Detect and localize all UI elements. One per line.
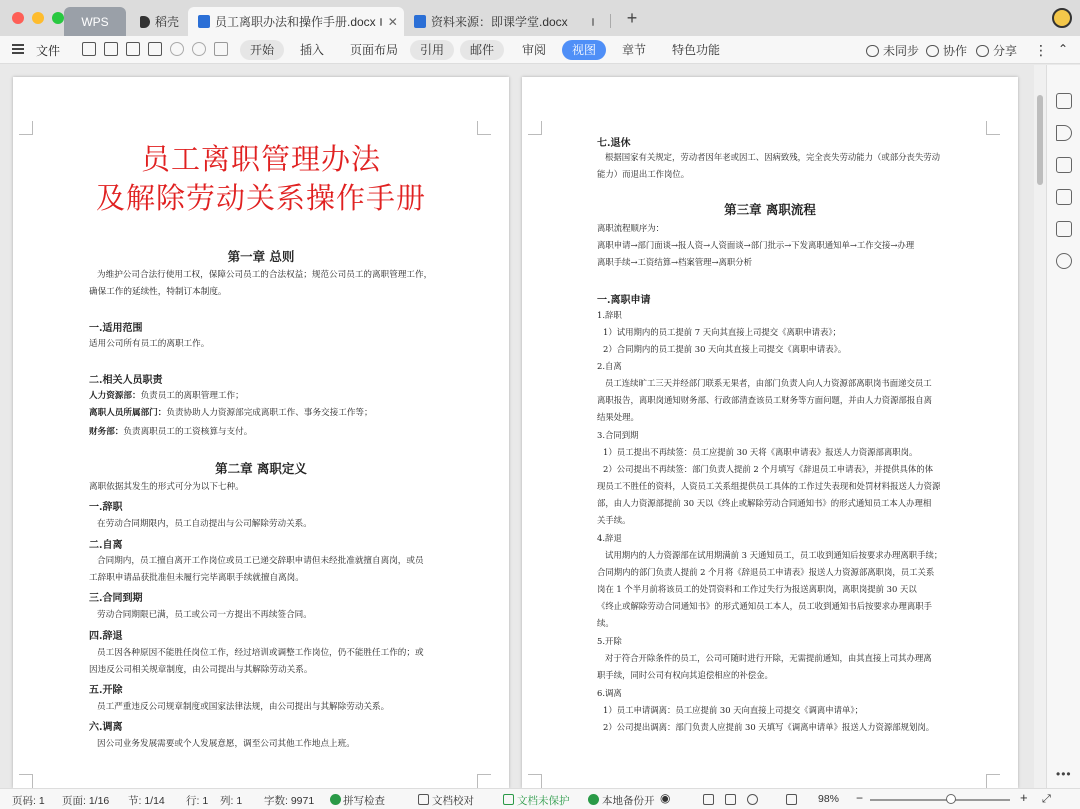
paragraph: 离职依据其发生的形式可分为以下七种。 xyxy=(89,482,244,492)
list-item: 1）员工申请调离：员工应提前 30 天向直接上司提交《调离申请单》； xyxy=(603,705,863,715)
margin-marker xyxy=(528,121,542,135)
new-tab-plus-icon[interactable]: + xyxy=(626,8,638,28)
undo-icon[interactable] xyxy=(170,42,184,56)
proofread-button[interactable]: 文档校对 xyxy=(432,795,474,807)
margin-marker xyxy=(477,774,491,788)
paragraph: 在劳动合同期限内，员工自动提出与公司解除劳动关系。 xyxy=(97,519,312,529)
zoom-slider-knob[interactable] xyxy=(946,794,956,804)
history-icon[interactable] xyxy=(1056,253,1072,269)
role-line xyxy=(89,388,449,405)
list-item: 2）合同期内的员工提前 30 天向其直接上司提交《离职申请表》。 xyxy=(603,344,847,354)
share-icon xyxy=(976,45,989,57)
page-view-icon[interactable] xyxy=(703,794,714,805)
zoom-slider[interactable] xyxy=(870,799,1010,801)
list-item: 3.合同到期 xyxy=(597,430,639,440)
list-item: 1.辞职 xyxy=(597,310,622,320)
document-page-1 xyxy=(13,77,509,788)
image-icon[interactable] xyxy=(1056,189,1072,205)
translate-icon[interactable] xyxy=(1056,221,1072,237)
paragraph: 离职流程顺序为： xyxy=(597,223,664,233)
cloud-icon xyxy=(866,45,879,57)
word-count[interactable]: 字数: 9971 xyxy=(264,795,315,807)
paragraph: 员工因各种原因不能胜任岗位工作，经过培训或调整工作岗位，仍不能胜任工作的；或 xyxy=(97,648,424,658)
close-window-button[interactable] xyxy=(12,12,24,24)
tab-active-document[interactable] xyxy=(188,7,404,36)
fullscreen-icon[interactable]: ⤢ xyxy=(1042,793,1051,805)
list-item: 离职报告，离职岗通知财务部、行政部清查该员工财务等方面问题，并由人力资源部报自离 xyxy=(597,395,932,405)
list-item: 现员工不胜任的资料，人资员工关系组提供员工具体的工作过失表现和处罚材料报送人力资源 xyxy=(597,481,941,491)
paragraph: 根据国家有关规定，劳动者因年老或因工、因病致残，完全丧失劳动能力（或部分丧失劳动 xyxy=(605,152,940,162)
role-line xyxy=(89,424,449,441)
type-heading: 二.自离 xyxy=(89,540,123,551)
list-item: 4.辞退 xyxy=(597,533,622,543)
vertical-scrollbar[interactable] xyxy=(1034,65,1046,788)
document-protection-status[interactable]: 文档未保护 xyxy=(517,795,570,807)
section-heading: 二.相关人员职责 xyxy=(89,375,163,386)
person-icon xyxy=(926,45,939,57)
monitor-icon xyxy=(592,18,594,26)
backup-icon xyxy=(588,794,599,805)
list-item: 关手续。 xyxy=(597,515,631,525)
close-tab-icon[interactable]: ✕ xyxy=(387,14,398,29)
window-controls xyxy=(12,12,64,24)
section-heading: 七.退休 xyxy=(597,138,631,149)
menu-home[interactable]: 开始 xyxy=(240,40,284,60)
list-item: 2.自离 xyxy=(597,361,622,371)
local-backup-status[interactable]: 本地备份开 xyxy=(602,795,655,807)
paragraph: 确保工作的延续性，特制订本制度。 xyxy=(89,287,227,297)
list-item: 5.开除 xyxy=(597,636,622,646)
document-title-line-1: 员工离职管理办法 xyxy=(140,142,381,176)
zoom-in-icon[interactable]: + xyxy=(1020,790,1028,805)
margin-marker xyxy=(986,774,1000,788)
zoom-out-icon[interactable]: − xyxy=(856,791,864,805)
type-heading: 三.合同到期 xyxy=(89,593,143,604)
paragraph: 工辞职申请品获批准但未履行完毕离职手续就擅自离岗。 xyxy=(89,573,304,583)
settings-sliders-icon[interactable] xyxy=(1056,157,1072,173)
menu-section[interactable]: 章节 xyxy=(622,43,647,57)
row-indicator: 行: 1 xyxy=(186,795,209,807)
save-icon[interactable] xyxy=(82,42,96,56)
monitor-icon xyxy=(380,18,382,26)
more-options-icon[interactable]: ⋮ xyxy=(1034,42,1048,58)
tab-wps-home[interactable] xyxy=(64,7,126,36)
daoke-icon xyxy=(140,16,150,28)
scrollbar-thumb[interactable] xyxy=(1037,95,1043,185)
paragraph: 劳动合同期限已满，员工或公司一方提出不再续签合同。 xyxy=(97,610,312,620)
paragraph: 合同期内，员工擅自离开工作岗位或员工已递交辞职申请但未经批准就擅自离岗，或员 xyxy=(97,556,424,566)
paragraph: 因违反公司相关规章制度，由公司提出与其解除劳动关系。 xyxy=(89,665,313,675)
share-button[interactable] xyxy=(976,42,1017,59)
maximize-window-button[interactable] xyxy=(52,12,64,24)
list-item: 职手续，同时公司有权向其追偿相应的补偿金。 xyxy=(597,670,773,680)
paragraph: 因公司业务发展需要或个人发展意愿，调至公司其他工作地点上班。 xyxy=(97,739,355,749)
list-item: 员工连续旷工三天并经部门联系无果者，由部门负责人向人力资源部离职岗书面递交员工 xyxy=(605,378,932,388)
section-heading: 一.适用范围 xyxy=(89,323,143,334)
section-count[interactable]: 节: 1/14 xyxy=(128,795,165,807)
spell-check-icon xyxy=(330,794,341,805)
list-item: 部，由人力资源部提前 30 天以《终止或解除劳动合同通知书》的形式通知员工本人办理相 xyxy=(597,498,932,508)
proofread-icon xyxy=(418,794,429,805)
paragraph: 适用公司所有员工的离职工作。 xyxy=(89,339,210,349)
document-area xyxy=(0,65,1034,788)
list-item: 《终止或解除劳动合同通知书》的形式通知员工本人，员工收到通知书后按要求办理离职手 xyxy=(597,601,932,611)
margin-marker xyxy=(19,774,33,788)
sync-status-button[interactable] xyxy=(866,42,919,59)
list-item: 续。 xyxy=(597,618,614,628)
column-indicator: 列: 1 xyxy=(220,795,243,807)
list-item: 结果处理。 xyxy=(597,412,639,422)
status-bar xyxy=(0,788,1080,809)
type-heading: 四.辞退 xyxy=(89,631,123,642)
type-heading: 五.开除 xyxy=(89,685,123,696)
collab-label: 协作 xyxy=(943,44,968,58)
list-item: 合同期内的部门负责人提前 2 个月将《辞退员工申请表》报送人力资源部离职岗，员工关系 xyxy=(597,567,935,577)
quick-access-dropdown-icon[interactable] xyxy=(214,42,228,56)
paragraph: 能力）而退出工作岗位。 xyxy=(597,169,690,179)
sync-label: 未同步 xyxy=(883,44,920,58)
tab-bar xyxy=(0,0,1080,36)
list-item: 试用期内的人力资源部在试用期满前 3 天通知员工，员工收到通知后按要求办理离职手续； xyxy=(605,550,943,560)
export-icon[interactable] xyxy=(104,42,118,56)
collaborate-button[interactable] xyxy=(926,42,967,59)
eye-icon[interactable]: ◉ xyxy=(660,791,671,805)
share-label: 分享 xyxy=(993,44,1018,58)
list-item: 1）试用期内的员工提前 7 天向其直接上司提交《离职申请表》； xyxy=(603,327,841,337)
chapter-heading: 第一章 总则 xyxy=(227,249,295,264)
tab-label: WPS xyxy=(81,14,109,29)
tab-label: 员工离职办法和操作手册.docx xyxy=(215,15,376,29)
paragraph: 员工严重违反公司规章制度或国家法律法规，由公司提出与其解除劳动关系。 xyxy=(97,702,390,712)
role-text: 负责员工的离职管理工作； xyxy=(140,391,244,401)
print-preview-icon[interactable] xyxy=(148,42,162,56)
shield-icon xyxy=(503,794,514,805)
user-avatar[interactable] xyxy=(1052,8,1072,28)
list-item: 对于符合开除条件的员工，公司可随时进行开除，无需提前通知，由其直接上司其办理离 xyxy=(605,653,932,663)
zoom-level[interactable]: 98% xyxy=(818,793,840,805)
web-view-icon[interactable] xyxy=(747,794,758,805)
document-title-line-2: 及解除劳动关系操作手册 xyxy=(95,181,426,215)
page-count[interactable]: 页面: 1/16 xyxy=(62,795,110,807)
list-item: 2）公司提出调离：部门负责人应提前 30 天填写《调离申请单》报送人力资源部规划岗。 xyxy=(603,722,935,732)
chapter-heading: 第二章 离职定义 xyxy=(215,461,307,476)
redo-icon[interactable] xyxy=(192,42,206,56)
tab-label: 稻壳 xyxy=(155,15,180,29)
more-tools-icon[interactable]: ••• xyxy=(1056,767,1072,781)
paragraph: 离职申请→部门面谈→报人资→人资面谈→部门批示→下发离职通知单→工作交接→办理 xyxy=(597,240,915,250)
collapse-ribbon-icon[interactable]: ⌃ xyxy=(1058,42,1069,56)
outline-view-icon[interactable] xyxy=(725,794,736,805)
margin-marker xyxy=(19,121,33,135)
page-number: 页码: 1 xyxy=(12,795,45,807)
print-icon[interactable] xyxy=(126,42,140,56)
list-item: 6.调离 xyxy=(597,688,622,698)
tab-label: 资料来源：即课学堂.docx xyxy=(431,15,568,29)
paragraph: 离职手续→工资结算→档案管理→离职分析 xyxy=(597,257,753,267)
role-name: 离职人员所属部门： xyxy=(89,408,167,418)
type-heading: 六.调离 xyxy=(89,722,123,733)
role-text: 负责协助人力资源部完成离职工作、事务交接工作等； xyxy=(166,408,373,418)
role-line xyxy=(89,405,449,422)
document-page-2 xyxy=(522,77,1018,788)
role-name: 财务部： xyxy=(89,427,124,437)
margin-marker xyxy=(528,774,542,788)
file-menu[interactable]: 文件 xyxy=(36,44,61,58)
margin-marker xyxy=(986,121,1000,135)
hamburger-menu-icon[interactable] xyxy=(12,44,24,54)
menu-mailings[interactable]: 邮件 xyxy=(460,40,504,60)
right-sidebar xyxy=(1046,65,1080,788)
menu-insert[interactable]: 插入 xyxy=(300,43,325,57)
paragraph: 为维护公司合法行使用工权，保障公司员工的合法权益；规范公司员工的离职管理工作， xyxy=(97,270,433,280)
word-doc-icon xyxy=(198,15,210,28)
list-item: 2）公司提出不再续签：部门负责人提前 2 个月填写《辞退员工申请表》，并提供具体的体 xyxy=(603,464,934,474)
tab-daoke[interactable] xyxy=(130,7,188,36)
minimize-window-button[interactable] xyxy=(32,12,44,24)
role-name: 人力资源部： xyxy=(89,391,141,401)
role-text: 负责离职员工的工资核算与支付。 xyxy=(123,427,253,437)
tab-second-document[interactable] xyxy=(404,7,604,36)
select-cursor-icon[interactable] xyxy=(1056,125,1072,141)
menu-view[interactable]: 视图 xyxy=(562,40,606,60)
type-heading: 一.辞职 xyxy=(89,502,123,513)
edit-pen-icon[interactable] xyxy=(1056,93,1072,109)
spell-check-button[interactable]: 拼写检查 xyxy=(343,795,385,807)
list-item: 岗在 1 个半月前将该员工的处罚资料和工作过失行为报送离职岗，离职岗提前 30 天以 xyxy=(597,584,917,594)
section-heading: 一.离职申请 xyxy=(597,295,651,306)
chapter-heading: 第三章 离职流程 xyxy=(724,202,816,217)
menu-page-layout[interactable]: 页面布局 xyxy=(350,43,399,57)
word-doc-icon xyxy=(414,15,426,28)
menu-bar xyxy=(0,36,1080,64)
menu-references[interactable]: 引用 xyxy=(410,40,454,60)
margin-marker xyxy=(477,121,491,135)
fit-page-icon[interactable] xyxy=(786,794,797,805)
list-item: 1）员工提出不再续签：员工应提前 30 天将《离职申请表》报送人力资源部离职岗。 xyxy=(603,447,918,457)
menu-special-features[interactable]: 特色功能 xyxy=(672,43,721,57)
menu-review[interactable]: 审阅 xyxy=(522,43,547,57)
tab-divider xyxy=(610,14,611,28)
